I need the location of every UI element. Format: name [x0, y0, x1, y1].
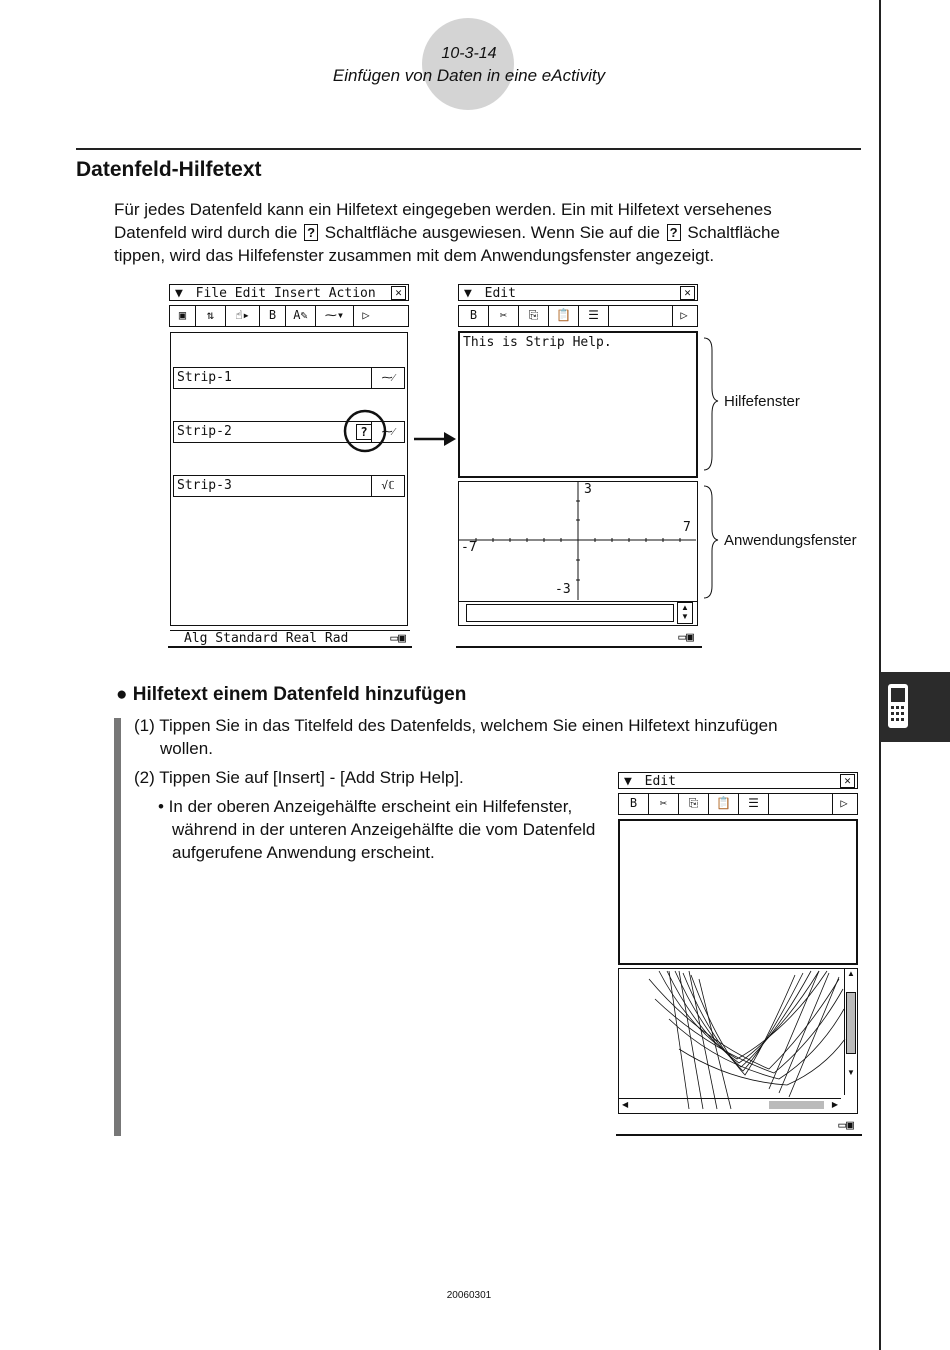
chapter-title: Einfügen von Daten in eine eActivity — [332, 66, 606, 85]
menu-dropdown-icon[interactable]: ▼ — [624, 774, 632, 789]
strip-3-title: Strip-3 — [177, 478, 232, 493]
arrow-right-icon — [412, 430, 458, 448]
toolbar-spacer — [769, 794, 833, 814]
graph-window[interactable] — [458, 481, 698, 602]
cut-icon[interactable]: ✂ — [649, 794, 679, 814]
screen3-statusbar — [618, 1118, 858, 1134]
cut-icon[interactable]: ✂ — [489, 306, 519, 326]
close-icon[interactable]: ✕ — [680, 286, 695, 300]
header-rule — [76, 148, 861, 150]
page-number: 10-3-14 — [441, 45, 497, 62]
screen2-statusbar — [458, 630, 698, 646]
bold-button[interactable]: B — [459, 306, 489, 326]
footer-code: 20060301 — [446, 1290, 492, 1301]
graph-strip-icon[interactable]: ⁓⁄ — [371, 368, 404, 388]
menu-dropdown-icon[interactable]: ▼ — [175, 286, 183, 301]
menu-insert[interactable]: Insert — [273, 286, 321, 301]
help-window-label: Hilfefenster — [724, 393, 800, 410]
battery-icon: ▭▣ — [390, 631, 406, 646]
step-2: (2) Tippen Sie auf [Insert] - [Add Strip Help]. — [134, 768, 464, 787]
procedure-title: ● Hilfetext einem Datenfeld hinzufügen — [116, 684, 467, 705]
graph-icon[interactable]: ⁓▾ — [316, 306, 354, 326]
convert-icon[interactable]: ⇅ — [196, 306, 226, 326]
surface-plot — [619, 969, 856, 1112]
screen2-menubar — [458, 284, 698, 301]
graph-strip-icon[interactable]: ⁓⁄ — [371, 422, 404, 442]
screen3-underline — [616, 1134, 862, 1136]
screen1-statusbar — [170, 630, 410, 646]
screen1-menubar — [169, 284, 409, 301]
save-icon[interactable]: ▣ — [170, 306, 196, 326]
x-max-label: 7 — [683, 520, 691, 535]
step-2-bullet: • In der oberen Anzeigehälfte erscheint ein Hilfefenster, während in der unteren Anzeigehälfte die vom Datenfeld aufgerufene Anwendung erscheint. — [158, 797, 596, 862]
calculator-icon — [880, 672, 950, 742]
scroll-up-icon[interactable]: ▲ — [847, 969, 855, 978]
menu-edit[interactable]: Edit — [644, 774, 676, 789]
help-button-icon: ? — [304, 224, 318, 241]
screen3-menubar — [618, 772, 858, 789]
scroll-right-icon[interactable]: ▷ — [362, 308, 370, 322]
brace-graphics — [700, 336, 722, 606]
scroll-right-icon[interactable]: ▶ — [831, 1100, 838, 1109]
strip-1-title: Strip-1 — [177, 370, 232, 385]
entry-area — [458, 602, 698, 626]
scroll-thumb[interactable] — [846, 992, 856, 1054]
scroll-down-icon[interactable]: ▼ — [847, 1068, 855, 1077]
strip-1[interactable] — [173, 367, 405, 389]
menu-file[interactable]: File — [195, 286, 227, 301]
scroll-left-icon[interactable]: ◀ — [622, 1100, 629, 1109]
screen1-toolbar — [169, 305, 409, 327]
scroll-thumb-h[interactable] — [769, 1101, 824, 1109]
screen2-underline — [456, 646, 702, 648]
header-circle — [422, 18, 514, 110]
horizontal-scrollbar[interactable] — [619, 1098, 841, 1113]
screen3-help-window[interactable] — [618, 819, 858, 965]
highlight-circle — [340, 408, 390, 458]
copy-icon[interactable]: ⎘ — [519, 306, 549, 326]
help-window[interactable] — [458, 331, 698, 478]
list-icon[interactable]: ☰ — [579, 306, 609, 326]
hand-icon[interactable]: ☝▸ — [226, 306, 260, 326]
screen3-toolbar — [618, 793, 858, 815]
section-title: Datenfeld-Hilfetext — [76, 158, 262, 181]
scroll-right-icon[interactable]: ▷ — [840, 796, 848, 810]
help-button-icon[interactable]: ? — [356, 424, 372, 440]
chapter-tab — [880, 672, 950, 742]
battery-icon: ▭▣ — [838, 1118, 854, 1133]
y-min-label: -3 — [555, 582, 571, 597]
list-icon[interactable]: ☰ — [739, 794, 769, 814]
screen2-toolbar — [458, 305, 698, 327]
intro-text-2: Schaltfläche ausgewiesen. Wenn Sie auf die — [324, 223, 660, 242]
screen1-underline — [168, 646, 412, 648]
step-1: (1) Tippen Sie in das Titelfeld des Datenfelds, welchem Sie einen Hilfetext hinzufügen — [134, 716, 778, 735]
intro-text-1: Für jedes Datenfeld kann ein Hilfetext eingegeben werden. Ein mit Hilfetext versehenes Datenfeld wird durch die — [114, 200, 772, 242]
menu-edit[interactable]: Edit — [234, 286, 267, 301]
toolbar-spacer — [609, 306, 673, 326]
strip-3[interactable] — [173, 475, 405, 497]
text-style-icon[interactable]: A✎ — [286, 306, 316, 326]
paste-icon[interactable]: 📋 — [709, 794, 739, 814]
menu-dropdown-icon[interactable]: ▼ — [464, 286, 472, 301]
intro-paragraph — [114, 198, 834, 267]
graph-axes — [459, 482, 696, 600]
status-text: Alg Standard Real Rad — [184, 631, 349, 646]
procedure-title-text: Hilfetext einem Datenfeld hinzufügen — [132, 684, 467, 705]
help-text: This is Strip Help. — [463, 335, 612, 350]
vertical-scrollbar[interactable] — [844, 969, 857, 1095]
step-1-continued: wollen. — [160, 739, 213, 758]
screen1-body — [170, 332, 408, 626]
intro-text-3: Schaltfläche tippen, wird das Hilfefenster zusammen mit dem Anwendungsfenster angezeigt. — [114, 223, 780, 265]
bold-button[interactable]: B — [260, 306, 286, 326]
battery-icon: ▭▣ — [678, 630, 694, 645]
y-max-label: 3 — [584, 482, 592, 497]
close-icon[interactable]: ✕ — [840, 774, 855, 788]
copy-icon[interactable]: ⎘ — [679, 794, 709, 814]
strip-2-title: Strip-2 — [177, 424, 232, 439]
bold-button[interactable]: B — [619, 794, 649, 814]
app-window-label: Anwendungsfenster — [724, 532, 857, 549]
procedure-bar — [114, 718, 121, 1136]
menu-action[interactable]: Action — [328, 286, 376, 301]
screen3-3d-graph[interactable] — [618, 968, 858, 1114]
menu-edit[interactable]: Edit — [484, 286, 516, 301]
entry-field[interactable] — [466, 604, 674, 622]
scroll-right-icon[interactable]: ▷ — [680, 308, 688, 322]
paste-icon[interactable]: 📋 — [549, 306, 579, 326]
help-button-icon: ? — [667, 224, 681, 241]
x-min-label: -7 — [461, 540, 477, 555]
close-icon[interactable]: ✕ — [391, 286, 406, 300]
conic-strip-icon[interactable]: √ℂ — [371, 476, 404, 496]
stepper-icon[interactable]: ▲ ▼ — [677, 602, 693, 624]
